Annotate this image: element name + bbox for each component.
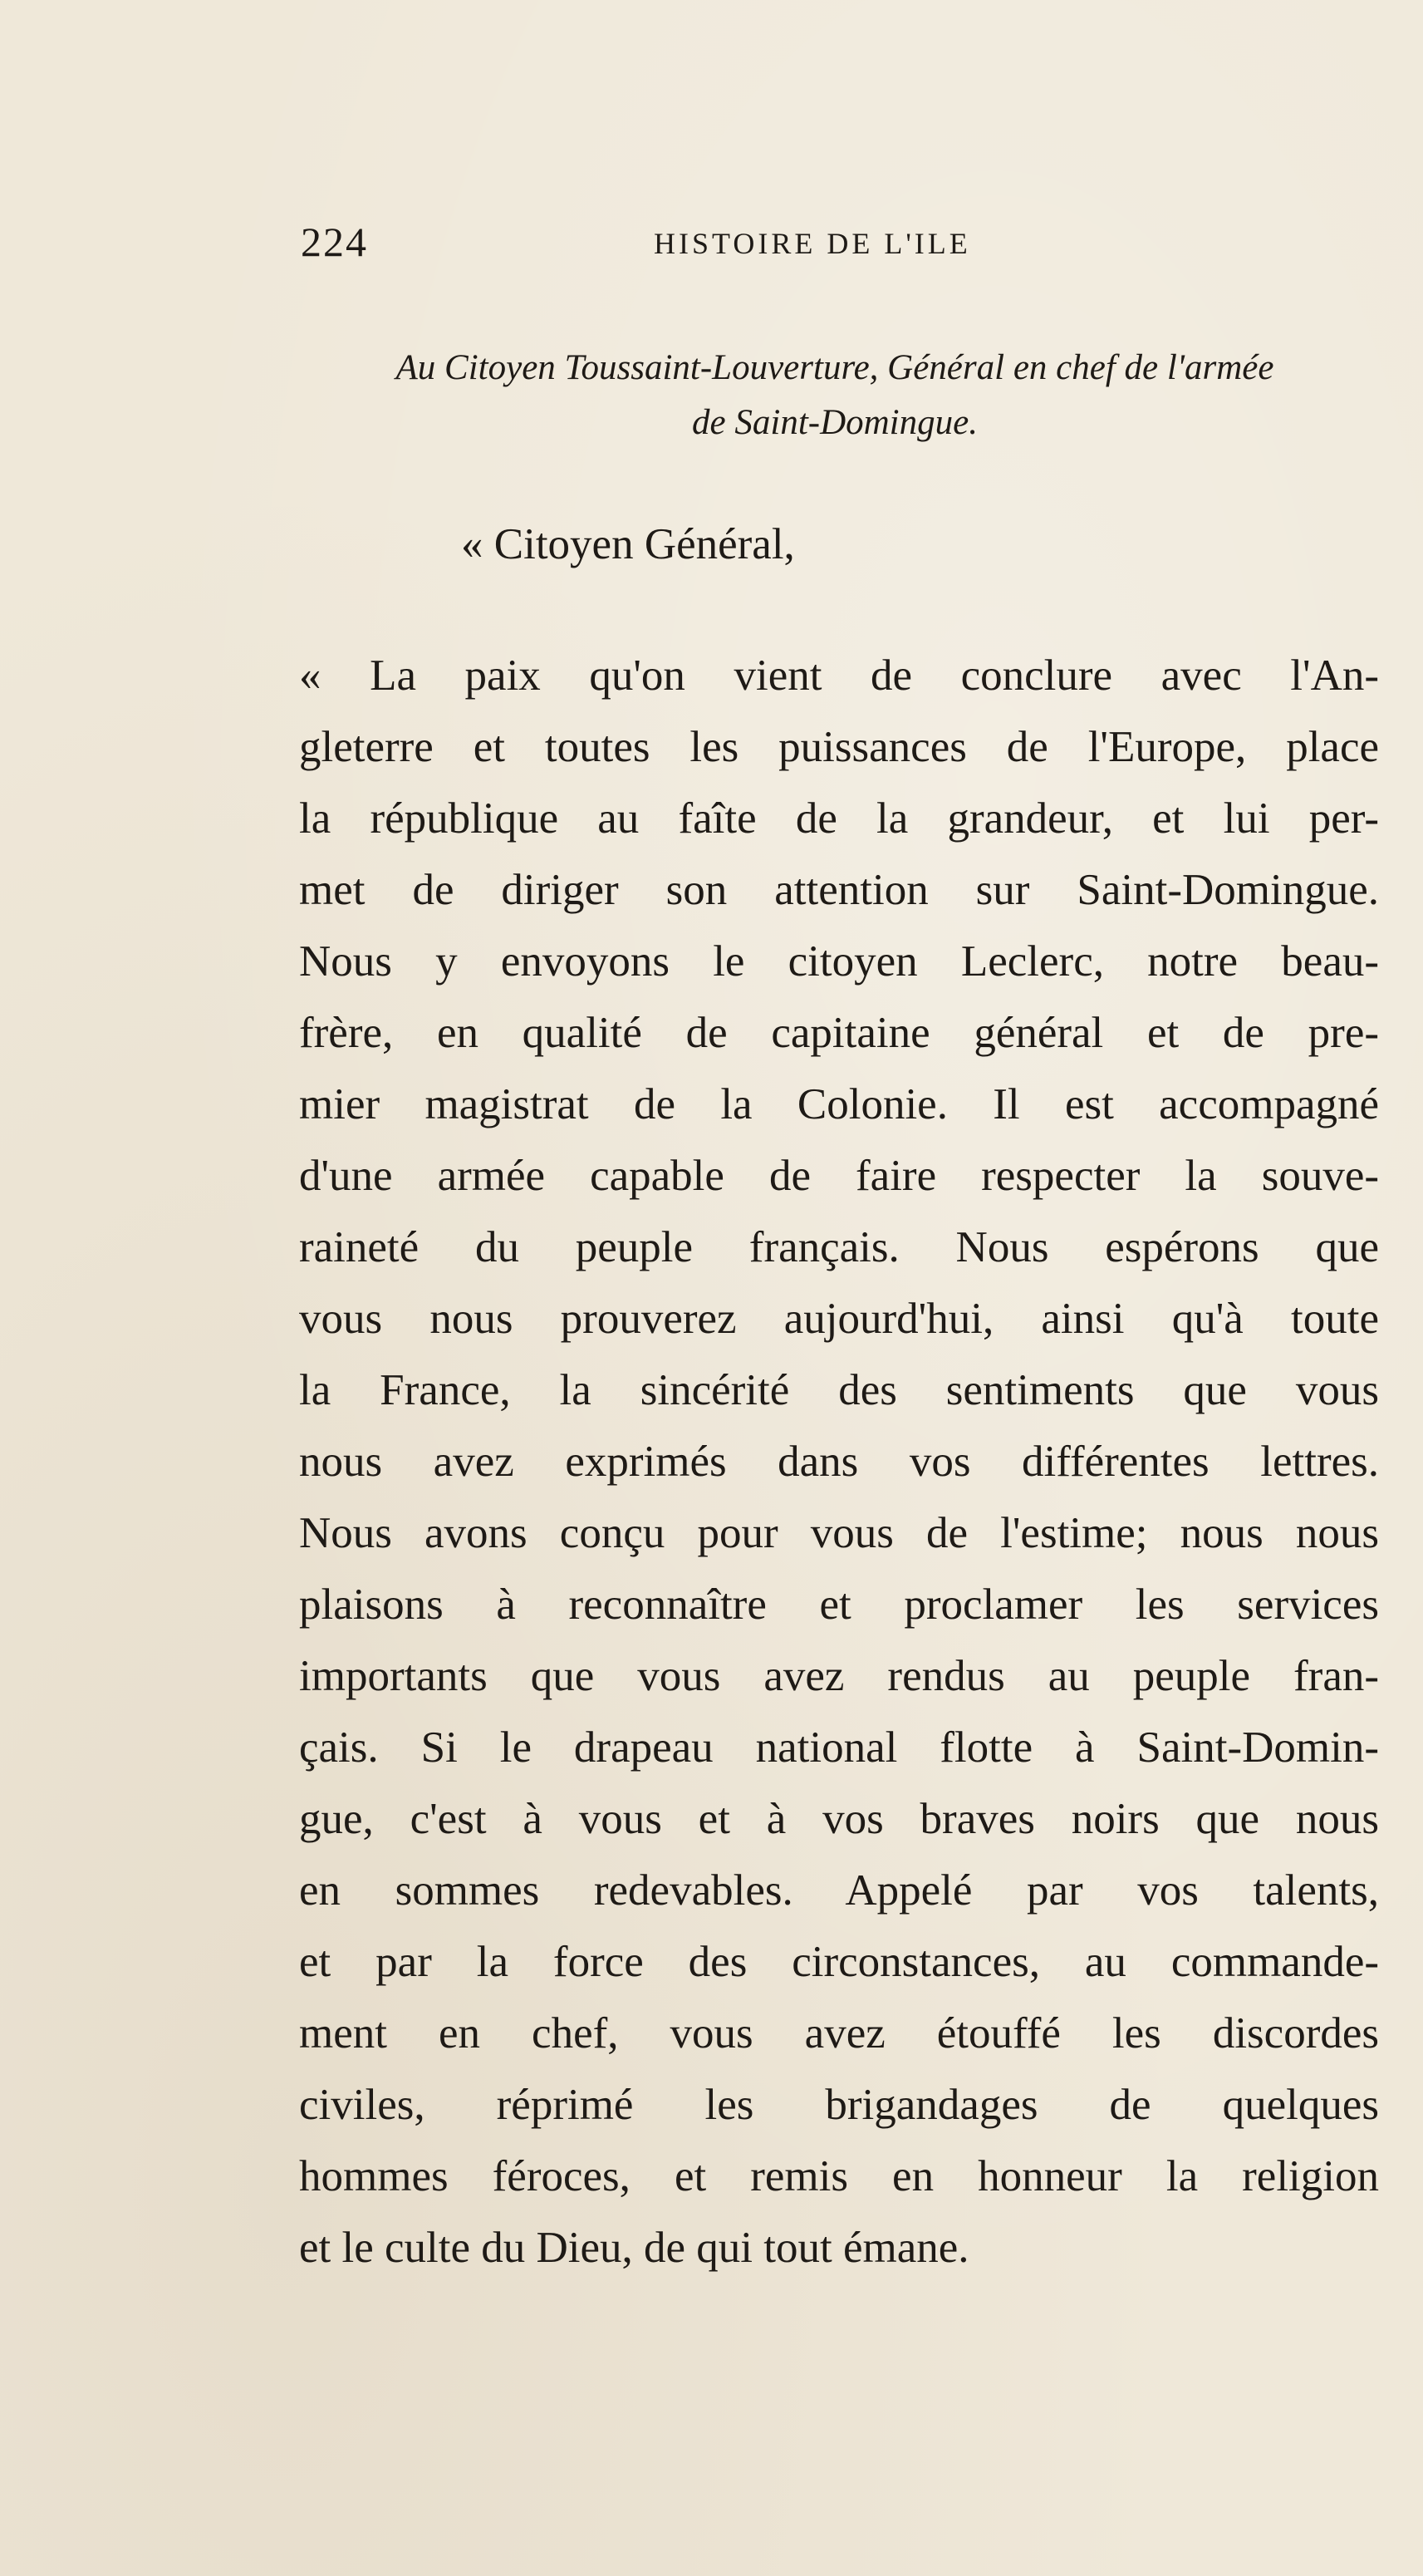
body-line: ment en chef, vous avez étouffé les discordes [299, 2009, 1379, 2057]
body-line: Nous avons conçu pour vous de l'estime; nous nous [299, 1509, 1379, 1557]
body-line: nous avez exprimés dans vos différentes lettres. [299, 1438, 1379, 1486]
body-line: d'une armée capable de faire respecter la souve- [299, 1152, 1379, 1200]
body-line: hommes féroces, et remis en honneur la religion [299, 2152, 1379, 2200]
body-line: et le culte du Dieu, de qui tout émane. [299, 2224, 969, 2272]
page-number: 224 [301, 219, 368, 265]
body-line: importants que vous avez rendus au peuple fran- [299, 1652, 1379, 1700]
body-line: met de diriger son attention sur Saint-Domingue. [299, 866, 1379, 914]
letter-address [282, 341, 1387, 450]
body-line: raineté du peuple français. Nous espérons que [299, 1223, 1379, 1271]
letter-salutation: « Citoyen Général, [461, 520, 795, 568]
running-head [301, 218, 1397, 276]
address-line: Au Citoyen Toussaint-Louverture, Général en chef de l'armée [395, 348, 1274, 387]
body-line: en sommes redevables. Appelé par vos talents, [299, 1866, 1379, 1915]
body-line: Nous y envoyons le citoyen Leclerc, notre beau- [299, 937, 1379, 986]
address-line: de Saint-Domingue. [692, 403, 978, 442]
body-line: vous nous prouverez aujourd'hui, ainsi qu'à toute [299, 1295, 1379, 1343]
body-line: çais. Si le drapeau national flotte à Saint-Domin- [299, 1723, 1379, 1772]
letter-body [299, 640, 1379, 2283]
body-line: frère, en qualité de capitaine général et de pre- [299, 1009, 1379, 1057]
body-line: mier magistrat de la Colonie. Il est accompagné [299, 1080, 1379, 1128]
body-line: et par la force des circonstances, au commande- [299, 1938, 1379, 1986]
body-line: civiles, réprimé les brigandages de quelques [299, 2081, 1379, 2129]
body-line: la république au faîte de la grandeur, et lui per- [299, 794, 1379, 843]
body-line: gleterre et toutes les puissances de l'Europe, place [299, 723, 1379, 771]
body-line: la France, la sincérité des sentiments que vous [299, 1366, 1379, 1414]
body-line: plaisons à reconnaître et proclamer les services [299, 1581, 1379, 1629]
body-line: « La paix qu'on vient de conclure avec l'An- [299, 651, 1379, 700]
body-line: gue, c'est à vous et à vos braves noirs que nous [299, 1795, 1379, 1843]
running-title: HISTOIRE DE L'ILE [654, 227, 971, 260]
